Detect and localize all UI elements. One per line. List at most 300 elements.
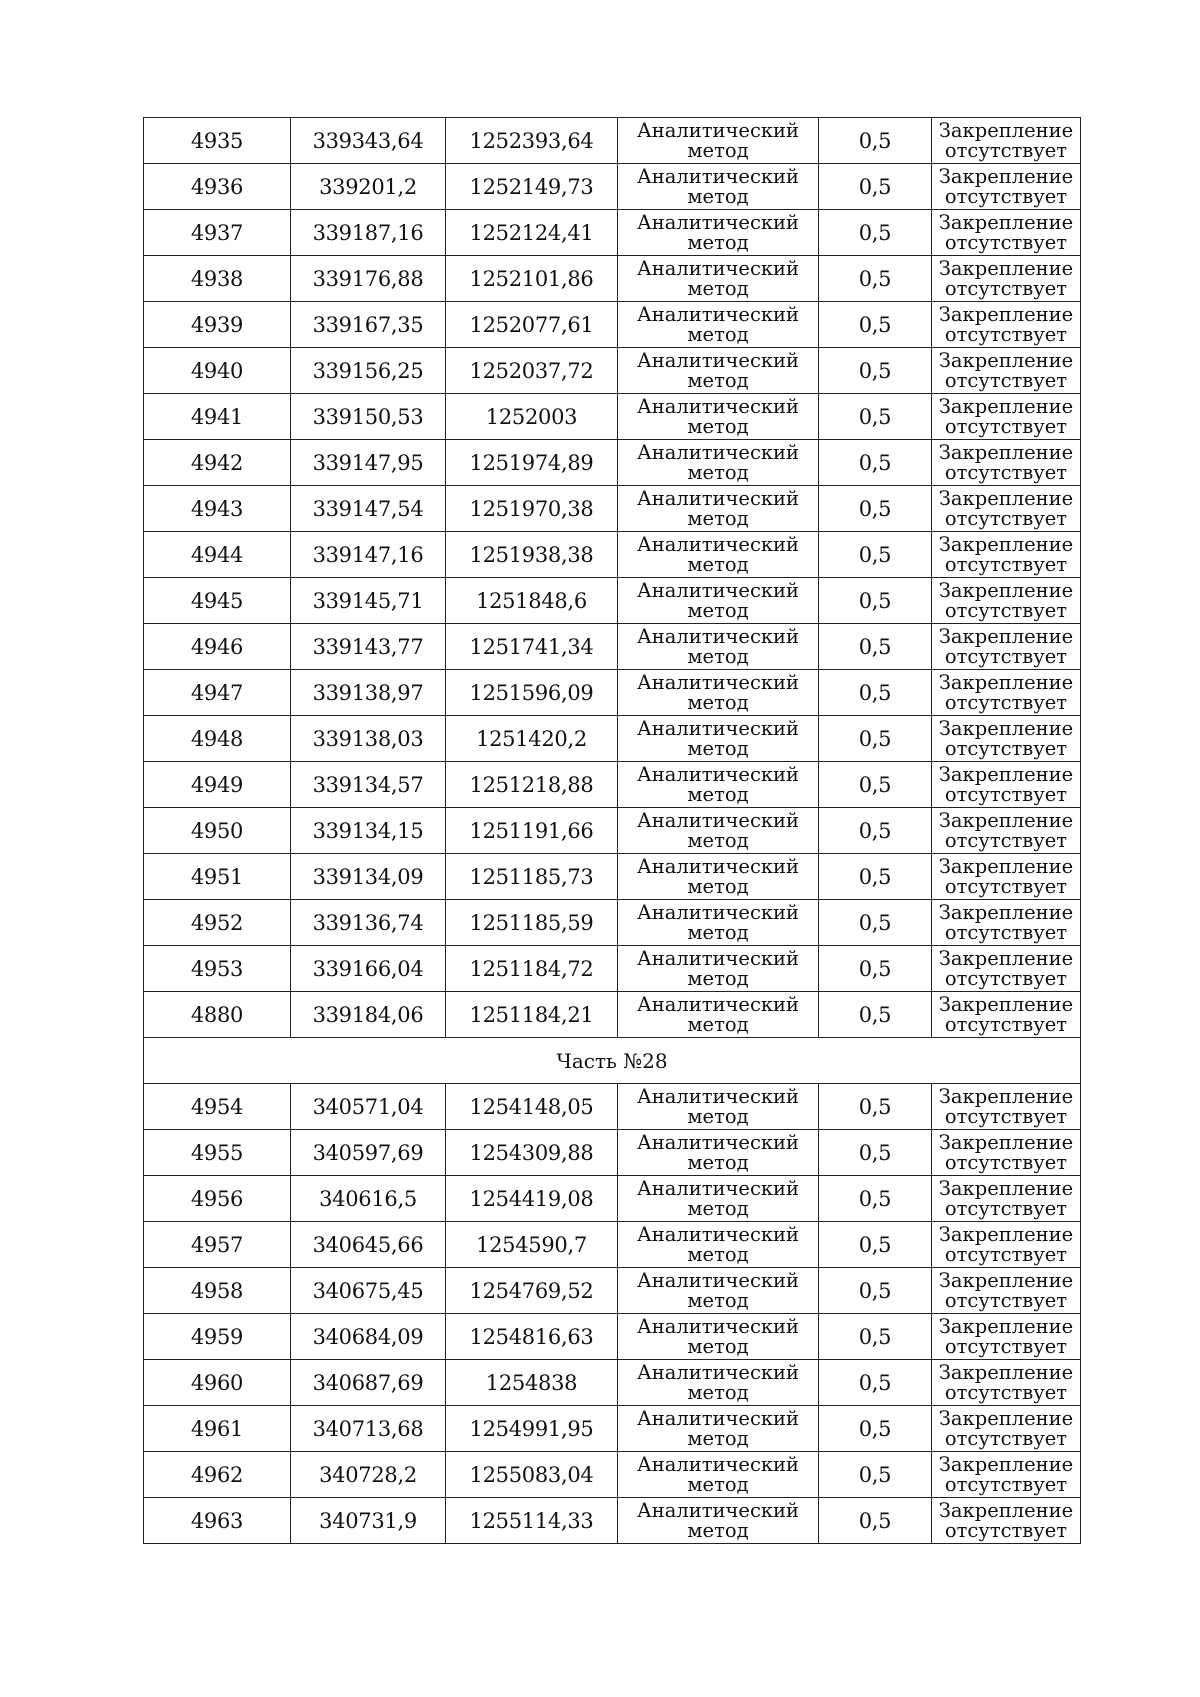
accuracy-cell: 0,5 <box>819 670 932 716</box>
x-coordinate-cell: 339134,15 <box>291 808 446 854</box>
y-coordinate-cell: 1252037,72 <box>446 348 618 394</box>
x-coordinate-cell: 339166,04 <box>291 946 446 992</box>
y-coordinate-cell: 1251974,89 <box>446 440 618 486</box>
fixing-cell <box>932 1084 1081 1130</box>
accuracy-cell: 0,5 <box>819 210 932 256</box>
point-number-cell: 4954 <box>144 1084 291 1130</box>
method-cell-line1: Аналитический <box>636 394 800 418</box>
method-cell <box>618 624 819 670</box>
table-row <box>144 1268 1081 1314</box>
point-number-cell: 4939 <box>144 302 291 348</box>
method-cell-line1: Аналитический <box>636 1452 800 1476</box>
fixing-cell-line2: отсутствует <box>944 552 1068 576</box>
method-cell-line2: метод <box>687 230 749 254</box>
method-cell <box>618 716 819 762</box>
accuracy-cell: 0,5 <box>819 762 932 808</box>
method-cell-line1: Аналитический <box>636 992 800 1016</box>
fixing-cell-line2: отсутствует <box>944 230 1068 254</box>
fixing-cell <box>932 578 1081 624</box>
y-coordinate-cell: 1254816,63 <box>446 1314 618 1360</box>
x-coordinate-cell: 339143,77 <box>291 624 446 670</box>
method-cell-line1: Аналитический <box>636 716 800 740</box>
method-cell-line2: метод <box>687 920 749 944</box>
accuracy-cell: 0,5 <box>819 1498 932 1544</box>
y-coordinate-cell: 1251184,21 <box>446 992 618 1038</box>
fixing-cell-line1: Закрепление <box>938 578 1074 602</box>
table-row <box>144 1222 1081 1268</box>
fixing-cell-line1: Закрепление <box>938 1452 1074 1476</box>
method-cell-line2: метод <box>687 506 749 530</box>
method-cell <box>618 394 819 440</box>
method-cell-line1: Аналитический <box>636 854 800 878</box>
method-cell-line1: Аналитический <box>636 1222 800 1246</box>
method-cell <box>618 302 819 348</box>
method-cell-line2: метод <box>687 966 749 990</box>
method-cell-line1: Аналитический <box>636 808 800 832</box>
fixing-cell-line1: Закрепление <box>938 440 1074 464</box>
method-cell-line2: метод <box>687 414 749 438</box>
x-coordinate-cell: 339145,71 <box>291 578 446 624</box>
fixing-cell-line2: отсутствует <box>944 138 1068 162</box>
method-cell <box>618 670 819 716</box>
method-cell-line1: Аналитический <box>636 762 800 786</box>
method-cell <box>618 1176 819 1222</box>
x-coordinate-cell: 340731,9 <box>291 1498 446 1544</box>
fixing-cell <box>932 256 1081 302</box>
method-cell-line2: метод <box>687 322 749 346</box>
fixing-cell <box>932 532 1081 578</box>
x-coordinate-cell: 340713,68 <box>291 1406 446 1452</box>
fixing-cell-line2: отсутствует <box>944 1380 1068 1404</box>
accuracy-cell: 0,5 <box>819 302 932 348</box>
fixing-cell <box>932 762 1081 808</box>
point-number-cell: 4961 <box>144 1406 291 1452</box>
method-cell-line2: метод <box>687 1288 749 1312</box>
table-row <box>144 256 1081 302</box>
point-number-cell: 4935 <box>144 118 291 164</box>
method-cell <box>618 210 819 256</box>
point-number-cell: 4960 <box>144 1360 291 1406</box>
y-coordinate-cell: 1254991,95 <box>446 1406 618 1452</box>
fixing-cell-line1: Закрепление <box>938 256 1074 280</box>
method-cell <box>618 1084 819 1130</box>
accuracy-cell: 0,5 <box>819 578 932 624</box>
fixing-cell-line1: Закрепление <box>938 1314 1074 1338</box>
method-cell <box>618 900 819 946</box>
point-number-cell: 4963 <box>144 1498 291 1544</box>
fixing-cell <box>932 164 1081 210</box>
method-cell-line2: метод <box>687 1150 749 1174</box>
method-cell-line2: метод <box>687 138 749 162</box>
table-row <box>144 1452 1081 1498</box>
fixing-cell <box>932 1130 1081 1176</box>
y-coordinate-cell: 1254838 <box>446 1360 618 1406</box>
y-coordinate-cell: 1251184,72 <box>446 946 618 992</box>
method-cell-line1: Аналитический <box>636 164 800 188</box>
table-row <box>144 394 1081 440</box>
method-cell-line2: метод <box>687 690 749 714</box>
fixing-cell-line1: Закрепление <box>938 532 1074 556</box>
accuracy-cell: 0,5 <box>819 118 932 164</box>
y-coordinate-cell: 1252149,73 <box>446 164 618 210</box>
fixing-cell-line2: отсутствует <box>944 1518 1068 1542</box>
fixing-cell <box>932 1268 1081 1314</box>
method-cell-line1: Аналитический <box>636 1176 800 1200</box>
y-coordinate-cell: 1251741,34 <box>446 624 618 670</box>
table-row <box>144 1130 1081 1176</box>
method-cell <box>618 992 819 1038</box>
fixing-cell-line2: отсутствует <box>944 460 1068 484</box>
point-number-cell: 4938 <box>144 256 291 302</box>
accuracy-cell: 0,5 <box>819 900 932 946</box>
method-cell-line2: метод <box>687 276 749 300</box>
method-cell-line2: метод <box>687 1242 749 1266</box>
method-cell-line1: Аналитический <box>636 900 800 924</box>
method-cell-line1: Аналитический <box>636 1268 800 1292</box>
method-cell-line2: метод <box>687 1380 749 1404</box>
fixing-cell-line2: отсутствует <box>944 920 1068 944</box>
method-cell <box>618 1360 819 1406</box>
fixing-cell-line1: Закрепление <box>938 210 1074 234</box>
fixing-cell <box>932 716 1081 762</box>
fixing-cell-line1: Закрепление <box>938 1360 1074 1384</box>
method-cell <box>618 1314 819 1360</box>
fixing-cell <box>932 348 1081 394</box>
table-row <box>144 716 1081 762</box>
fixing-cell-line1: Закрепление <box>938 302 1074 326</box>
method-cell-line1: Аналитический <box>636 1084 800 1108</box>
table-row <box>144 118 1081 164</box>
fixing-cell <box>932 624 1081 670</box>
y-coordinate-cell: 1254148,05 <box>446 1084 618 1130</box>
point-number-cell: 4953 <box>144 946 291 992</box>
fixing-cell-line2: отсутствует <box>944 1288 1068 1312</box>
fixing-cell-line2: отсутствует <box>944 874 1068 898</box>
x-coordinate-cell: 339138,97 <box>291 670 446 716</box>
point-number-cell: 4947 <box>144 670 291 716</box>
accuracy-cell: 0,5 <box>819 1084 932 1130</box>
table-row <box>144 1406 1081 1452</box>
accuracy-cell: 0,5 <box>819 946 932 992</box>
y-coordinate-cell: 1252124,41 <box>446 210 618 256</box>
point-number-cell: 4944 <box>144 532 291 578</box>
x-coordinate-cell: 339187,16 <box>291 210 446 256</box>
method-cell-line2: метод <box>687 874 749 898</box>
method-cell-line2: метод <box>687 598 749 622</box>
fixing-cell <box>932 1360 1081 1406</box>
method-cell-line2: метод <box>687 1104 749 1128</box>
fixing-cell <box>932 854 1081 900</box>
y-coordinate-cell: 1254769,52 <box>446 1268 618 1314</box>
point-number-cell: 4956 <box>144 1176 291 1222</box>
fixing-cell <box>932 670 1081 716</box>
fixing-cell-line2: отсутствует <box>944 276 1068 300</box>
method-cell-line2: метод <box>687 782 749 806</box>
method-cell <box>618 486 819 532</box>
method-cell <box>618 440 819 486</box>
point-number-cell: 4946 <box>144 624 291 670</box>
y-coordinate-cell: 1251596,09 <box>446 670 618 716</box>
method-cell <box>618 532 819 578</box>
point-number-cell: 4958 <box>144 1268 291 1314</box>
method-cell-line1: Аналитический <box>636 624 800 648</box>
x-coordinate-cell: 340645,66 <box>291 1222 446 1268</box>
x-coordinate-cell: 339147,95 <box>291 440 446 486</box>
fixing-cell <box>932 992 1081 1038</box>
table-row <box>144 348 1081 394</box>
y-coordinate-cell: 1251185,73 <box>446 854 618 900</box>
y-coordinate-cell: 1251938,38 <box>446 532 618 578</box>
fixing-cell <box>932 1314 1081 1360</box>
x-coordinate-cell: 339136,74 <box>291 900 446 946</box>
x-coordinate-cell: 339156,25 <box>291 348 446 394</box>
fixing-cell-line1: Закрепление <box>938 486 1074 510</box>
x-coordinate-cell: 340687,69 <box>291 1360 446 1406</box>
method-cell <box>618 164 819 210</box>
method-cell <box>618 808 819 854</box>
x-coordinate-cell: 340684,09 <box>291 1314 446 1360</box>
method-cell-line2: метод <box>687 368 749 392</box>
fixing-cell-line2: отсутствует <box>944 1472 1068 1496</box>
fixing-cell-line2: отсутствует <box>944 1242 1068 1266</box>
table-row <box>144 624 1081 670</box>
method-cell <box>618 946 819 992</box>
point-number-cell: 4943 <box>144 486 291 532</box>
fixing-cell <box>932 1452 1081 1498</box>
method-cell <box>618 1130 819 1176</box>
accuracy-cell: 0,5 <box>819 1314 932 1360</box>
fixing-cell-line2: отсутствует <box>944 1104 1068 1128</box>
point-number-cell: 4955 <box>144 1130 291 1176</box>
method-cell <box>618 256 819 302</box>
fixing-cell-line1: Закрепление <box>938 762 1074 786</box>
x-coordinate-cell: 339134,57 <box>291 762 446 808</box>
accuracy-cell: 0,5 <box>819 394 932 440</box>
fixing-cell-line1: Закрепление <box>938 946 1074 970</box>
y-coordinate-cell: 1251191,66 <box>446 808 618 854</box>
table-row <box>144 1084 1081 1130</box>
method-cell-line1: Аналитический <box>636 1360 800 1384</box>
fixing-cell-line1: Закрепление <box>938 992 1074 1016</box>
method-cell-line2: метод <box>687 644 749 668</box>
table-row <box>144 440 1081 486</box>
x-coordinate-cell: 339176,88 <box>291 256 446 302</box>
method-cell-line1: Аналитический <box>636 118 800 142</box>
y-coordinate-cell: 1255083,04 <box>446 1452 618 1498</box>
table-row <box>144 946 1081 992</box>
x-coordinate-cell: 339184,06 <box>291 992 446 1038</box>
y-coordinate-cell: 1252077,61 <box>446 302 618 348</box>
coordinates-table <box>143 117 1081 1544</box>
table-row <box>144 1498 1081 1544</box>
method-cell-line1: Аналитический <box>636 670 800 694</box>
fixing-cell <box>932 486 1081 532</box>
x-coordinate-cell: 339138,03 <box>291 716 446 762</box>
fixing-cell-line2: отсутствует <box>944 1150 1068 1174</box>
fixing-cell <box>932 394 1081 440</box>
method-cell <box>618 118 819 164</box>
fixing-cell-line1: Закрепление <box>938 1176 1074 1200</box>
fixing-cell-line2: отсутствует <box>944 1334 1068 1358</box>
method-cell-line2: метод <box>687 1472 749 1496</box>
y-coordinate-cell: 1252393,64 <box>446 118 618 164</box>
table-row <box>144 670 1081 716</box>
point-number-cell: 4957 <box>144 1222 291 1268</box>
fixing-cell-line1: Закрепление <box>938 808 1074 832</box>
table-row <box>144 532 1081 578</box>
point-number-cell: 4959 <box>144 1314 291 1360</box>
fixing-cell-line2: отсутствует <box>944 828 1068 852</box>
method-cell-line1: Аналитический <box>636 486 800 510</box>
fixing-cell-line1: Закрепление <box>938 670 1074 694</box>
method-cell <box>618 1406 819 1452</box>
fixing-cell-line2: отсутствует <box>944 1196 1068 1220</box>
x-coordinate-cell: 339343,64 <box>291 118 446 164</box>
accuracy-cell: 0,5 <box>819 1360 932 1406</box>
fixing-cell-line2: отсутствует <box>944 184 1068 208</box>
method-cell-line1: Аналитический <box>636 578 800 602</box>
x-coordinate-cell: 340616,5 <box>291 1176 446 1222</box>
fixing-cell-line2: отсутствует <box>944 414 1068 438</box>
table-row <box>144 808 1081 854</box>
method-cell-line1: Аналитический <box>636 210 800 234</box>
fixing-cell-line2: отсутствует <box>944 1426 1068 1450</box>
method-cell <box>618 1222 819 1268</box>
method-cell <box>618 854 819 900</box>
point-number-cell: 4942 <box>144 440 291 486</box>
accuracy-cell: 0,5 <box>819 164 932 210</box>
fixing-cell-line1: Закрепление <box>938 716 1074 740</box>
fixing-cell-line1: Закрепление <box>938 164 1074 188</box>
y-coordinate-cell: 1252101,86 <box>446 256 618 302</box>
x-coordinate-cell: 340728,2 <box>291 1452 446 1498</box>
point-number-cell: 4962 <box>144 1452 291 1498</box>
fixing-cell <box>932 210 1081 256</box>
fixing-cell <box>932 946 1081 992</box>
x-coordinate-cell: 339150,53 <box>291 394 446 440</box>
fixing-cell-line2: отсутствует <box>944 644 1068 668</box>
fixing-cell-line1: Закрепление <box>938 1406 1074 1430</box>
table-row <box>144 486 1081 532</box>
x-coordinate-cell: 339201,2 <box>291 164 446 210</box>
method-cell <box>618 762 819 808</box>
method-cell-line2: метод <box>687 460 749 484</box>
method-cell-line1: Аналитический <box>636 1130 800 1154</box>
table-row <box>144 302 1081 348</box>
method-cell-line2: метод <box>687 1334 749 1358</box>
x-coordinate-cell: 339167,35 <box>291 302 446 348</box>
table-row <box>144 164 1081 210</box>
accuracy-cell: 0,5 <box>819 1452 932 1498</box>
y-coordinate-cell: 1254419,08 <box>446 1176 618 1222</box>
method-cell-line2: метод <box>687 552 749 576</box>
y-coordinate-cell: 1251420,2 <box>446 716 618 762</box>
accuracy-cell: 0,5 <box>819 348 932 394</box>
method-cell <box>618 1498 819 1544</box>
fixing-cell-line2: отсутствует <box>944 1012 1068 1036</box>
method-cell-line1: Аналитический <box>636 1498 800 1522</box>
method-cell <box>618 348 819 394</box>
fixing-cell <box>932 118 1081 164</box>
fixing-cell-line1: Закрепление <box>938 1130 1074 1154</box>
fixing-cell-line2: отсутствует <box>944 506 1068 530</box>
fixing-cell <box>932 1406 1081 1452</box>
method-cell <box>618 1452 819 1498</box>
point-number-cell: 4949 <box>144 762 291 808</box>
table-row <box>144 578 1081 624</box>
section-title: Часть №28 <box>144 1038 1081 1084</box>
accuracy-cell: 0,5 <box>819 1268 932 1314</box>
fixing-cell-line1: Закрепление <box>938 1222 1074 1246</box>
fixing-cell-line2: отсутствует <box>944 368 1068 392</box>
y-coordinate-cell: 1252003 <box>446 394 618 440</box>
accuracy-cell: 0,5 <box>819 486 932 532</box>
section-header-row <box>144 1038 1081 1084</box>
table-row <box>144 1314 1081 1360</box>
method-cell <box>618 578 819 624</box>
point-number-cell: 4948 <box>144 716 291 762</box>
method-cell-line1: Аналитический <box>636 946 800 970</box>
method-cell-line2: метод <box>687 1196 749 1220</box>
fixing-cell-line1: Закрепление <box>938 624 1074 648</box>
table-row <box>144 1176 1081 1222</box>
method-cell-line1: Аналитический <box>636 302 800 326</box>
method-cell-line2: метод <box>687 1012 749 1036</box>
fixing-cell <box>932 302 1081 348</box>
fixing-cell-line2: отсутствует <box>944 966 1068 990</box>
method-cell-line1: Аналитический <box>636 348 800 372</box>
accuracy-cell: 0,5 <box>819 440 932 486</box>
method-cell-line2: метод <box>687 184 749 208</box>
point-number-cell: 4945 <box>144 578 291 624</box>
fixing-cell-line1: Закрепление <box>938 1498 1074 1522</box>
point-number-cell: 4940 <box>144 348 291 394</box>
table-row <box>144 992 1081 1038</box>
fixing-cell-line1: Закрепление <box>938 348 1074 372</box>
x-coordinate-cell: 339134,09 <box>291 854 446 900</box>
method-cell-line1: Аналитический <box>636 532 800 556</box>
y-coordinate-cell: 1254309,88 <box>446 1130 618 1176</box>
accuracy-cell: 0,5 <box>819 624 932 670</box>
fixing-cell-line1: Закрепление <box>938 394 1074 418</box>
table-row <box>144 1360 1081 1406</box>
accuracy-cell: 0,5 <box>819 808 932 854</box>
fixing-cell-line1: Закрепление <box>938 1268 1074 1292</box>
x-coordinate-cell: 339147,16 <box>291 532 446 578</box>
accuracy-cell: 0,5 <box>819 992 932 1038</box>
method-cell-line1: Аналитический <box>636 1314 800 1338</box>
method-cell-line1: Аналитический <box>636 256 800 280</box>
x-coordinate-cell: 340571,04 <box>291 1084 446 1130</box>
table-row <box>144 762 1081 808</box>
fixing-cell-line2: отсутствует <box>944 690 1068 714</box>
point-number-cell: 4941 <box>144 394 291 440</box>
method-cell-line2: метод <box>687 1518 749 1542</box>
table-row <box>144 854 1081 900</box>
accuracy-cell: 0,5 <box>819 1176 932 1222</box>
fixing-cell <box>932 900 1081 946</box>
fixing-cell <box>932 440 1081 486</box>
fixing-cell <box>932 1498 1081 1544</box>
method-cell-line2: метод <box>687 1426 749 1450</box>
fixing-cell-line1: Закрепление <box>938 854 1074 878</box>
point-number-cell: 4950 <box>144 808 291 854</box>
point-number-cell: 4880 <box>144 992 291 1038</box>
point-number-cell: 4951 <box>144 854 291 900</box>
fixing-cell-line2: отсутствует <box>944 782 1068 806</box>
point-number-cell: 4936 <box>144 164 291 210</box>
fixing-cell-line2: отсутствует <box>944 322 1068 346</box>
